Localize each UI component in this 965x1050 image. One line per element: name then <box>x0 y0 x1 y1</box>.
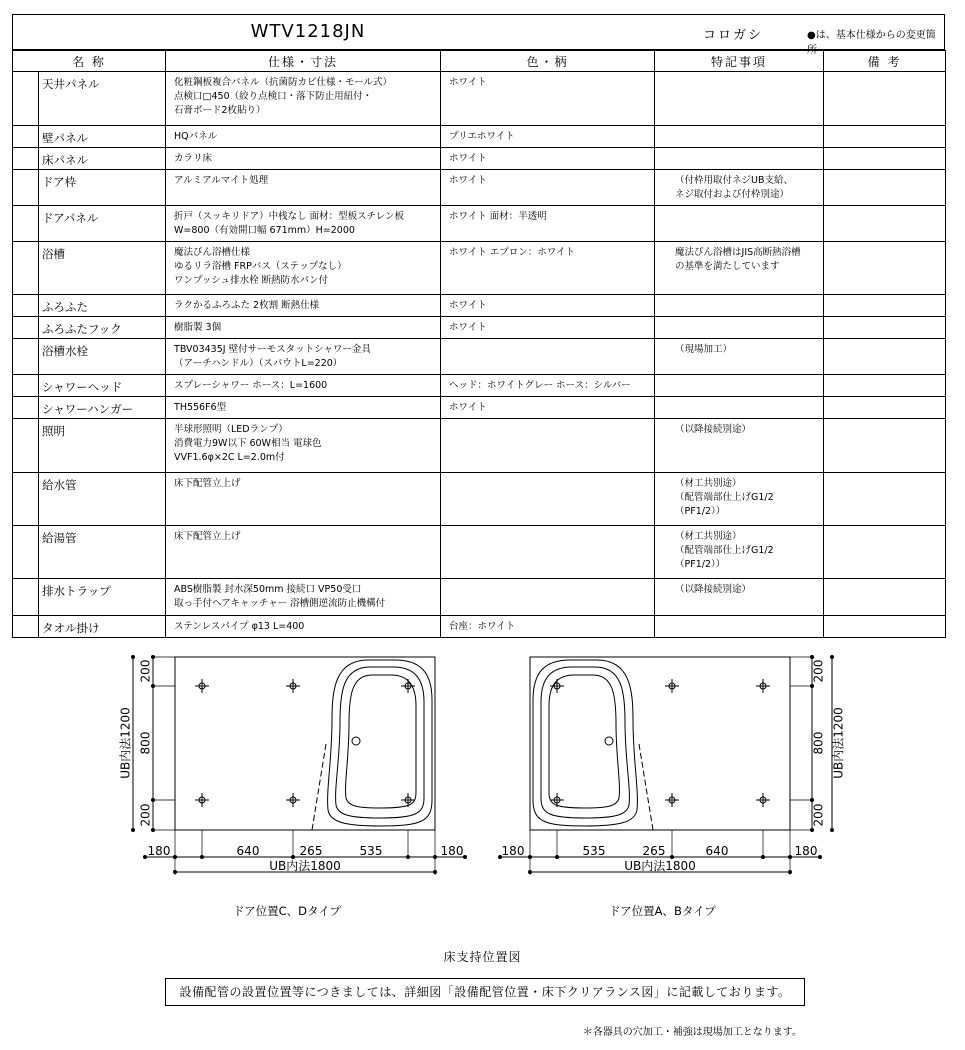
dimension-label: 800 <box>811 731 826 755</box>
note-line: （付枠用取付ネジUB支給、 <box>675 175 793 186</box>
color-line: プリエホワイト <box>449 131 515 142</box>
item-name: 照明 <box>39 419 166 473</box>
unit-outline <box>175 657 435 830</box>
spec-line: 取っ手付ヘアキャッチャー 浴槽側逆流防止機構付 <box>174 597 386 609</box>
item-name: 給水管 <box>39 473 166 526</box>
dimension-label: 640 <box>236 844 260 858</box>
dimension-label: 200 <box>811 659 826 683</box>
spec-line: 床下配管立上げ <box>174 478 241 489</box>
model-number: WTV1218JN <box>250 21 366 42</box>
dimension-dot <box>830 655 834 659</box>
item-name: ふろふた <box>39 295 166 317</box>
color-line: ホワイト 面材：半透明 <box>449 211 547 222</box>
dimension-label: 640 <box>705 844 729 858</box>
item-name: タオル掛け <box>39 616 166 638</box>
note-line: （材工共別途） <box>675 478 742 489</box>
dimension-dot <box>131 828 135 832</box>
dimension-dot <box>131 655 135 659</box>
note-line: （PF1/2）） <box>675 505 726 517</box>
spec-line: 床下配管立上げ <box>174 531 241 542</box>
dimension-dot <box>830 828 834 832</box>
spec-line: 点検口□450（絞り点検口・落下防止用紐付・ <box>174 90 373 102</box>
color-line: ホワイト <box>449 322 487 333</box>
bathtub-basin <box>549 675 619 808</box>
item-name: 浴槽水栓 <box>39 339 166 375</box>
item-name: 壁パネル <box>39 126 166 148</box>
spec-line: 魔法びん浴槽仕様 <box>174 247 251 258</box>
color-line: ホワイト <box>449 77 487 88</box>
change-note: ●は、基本仕様からの変更箇所 <box>807 30 936 56</box>
dimension-dot <box>818 855 822 859</box>
spec-line: VVF1.6φ×2C L=2.0m付 <box>174 451 285 463</box>
bathtub-basin <box>346 675 416 808</box>
item-name: ドアパネル <box>39 206 166 242</box>
dimension-dot <box>143 855 147 859</box>
spec-line: ゆるリラ浴槽 FRPバス（ステップなし） <box>174 260 347 272</box>
item-name: 天井パネル <box>39 72 166 126</box>
color-line: ホワイト <box>449 300 487 311</box>
figure-title: 床支持位置図 <box>443 950 522 964</box>
dimension-dot <box>463 855 467 859</box>
spec-line: HQパネル <box>174 131 218 142</box>
spec-line: TBV03435J 壁付サーモスタットシャワー金具 <box>174 344 371 355</box>
note-line: （PF1/2）） <box>675 558 726 570</box>
item-name: ふろふたフック <box>39 317 166 339</box>
item-name: 床パネル <box>39 148 166 170</box>
note-line: （配管端部仕上げG1/2 <box>675 491 774 503</box>
spec-line: TH556F6型 <box>174 402 227 413</box>
dimension-label: 800 <box>138 731 153 755</box>
item-name: シャワーヘッド <box>39 375 166 397</box>
caption-cd-type: ドア位置C、Dタイプ <box>233 904 341 918</box>
dimension-label: UB内法1200 <box>831 707 846 779</box>
footnote: ＊各器具の穴加工・補強は現場加工となります。 <box>582 1027 802 1038</box>
caption-ab-type: ドア位置A、Bタイプ <box>609 904 716 918</box>
color-line: ヘッド：ホワイトグレー ホース：シルバー <box>449 380 631 391</box>
dimension-label: UB内法1200 <box>118 707 133 779</box>
dimension-label: 265 <box>642 844 666 858</box>
column-header-note: 特記事項 <box>655 51 824 72</box>
spec-line: ラクかるふろふた 2枚割 断熱仕様 <box>174 300 320 311</box>
item-name: 浴槽 <box>39 242 166 295</box>
dimension-label: 265 <box>299 844 323 858</box>
apron-line <box>312 744 326 830</box>
dimension-label: 200 <box>138 803 153 827</box>
dimension-label: 200 <box>138 659 153 683</box>
spec-line: 化粧鋼板複合パネル（抗菌防カビ仕様・モール式） <box>174 77 392 88</box>
color-line: 台座：ホワイト <box>449 621 516 632</box>
spec-line: 石膏ボード2枚貼り） <box>174 104 266 116</box>
dimension-label: 200 <box>811 803 826 827</box>
column-header-color: 色・柄 <box>441 51 655 72</box>
column-header-remarks: 備 考 <box>824 51 946 72</box>
color-line: ホワイト <box>449 153 487 164</box>
note-line: （以降接続別途） <box>675 584 752 595</box>
spec-line: 消費電力9W以下 60W相当 電球色 <box>174 437 322 449</box>
piping-notice: 設備配管の設置位置等につきましては、詳細図「設備配管位置・床下クリアランス図」に記載しております。 <box>165 978 805 1006</box>
spec-line: （アーチハンドル）（スパウトL=220） <box>174 357 343 369</box>
dimension-label: 535 <box>359 844 383 858</box>
color-line: ホワイト <box>449 402 487 413</box>
spec-line: ABS樹脂製 封水深50mm 接続口 VP50受口 <box>174 584 362 595</box>
drain-icon <box>352 737 360 745</box>
column-header-name: 名 称 <box>13 51 166 72</box>
spec-line: ステンレスパイプ φ13 L=400 <box>174 621 305 632</box>
note-line: （材工共別途） <box>675 531 742 542</box>
spec-line: ワンプッシュ排水栓 断熱防水パン付 <box>174 274 329 286</box>
unit-outline <box>530 657 790 830</box>
series-name: コロガシ <box>703 28 764 43</box>
spec-line: 樹脂製 3個 <box>174 322 222 333</box>
item-name: ドア枠 <box>39 170 166 206</box>
apron-line <box>639 744 653 830</box>
spec-line: 半球形照明（LEDランプ） <box>174 424 288 435</box>
spec-line: 折戸（スッキリドア）中桟なし 面材：型板スチレン板 <box>174 211 405 222</box>
spec-line: アルミアルマイト処理 <box>174 175 269 186</box>
dimension-label: UB内法1800 <box>624 859 696 873</box>
spec-line: W=800（有効開口幅 671mm）H=2000 <box>174 224 355 236</box>
floor-plan-ab-type <box>498 655 846 875</box>
drain-icon <box>605 737 613 745</box>
floor-plan-cd-type <box>118 655 468 875</box>
note-line: （配管端部仕上げG1/2 <box>675 544 774 556</box>
spec-line: カラリ床 <box>174 153 213 164</box>
dimension-label: 180 <box>440 844 464 858</box>
dimension-label: 535 <box>582 844 606 858</box>
dimension-label: 180 <box>794 844 818 858</box>
dimension-label: UB内法1800 <box>269 859 341 873</box>
item-name: 排水トラップ <box>39 579 166 616</box>
note-line: 魔法びん浴槽はJIS高断熱浴槽 <box>675 247 801 258</box>
note-line: ネジ取付および付枠別途） <box>675 188 790 200</box>
spec-line: スプレーシャワー ホース：L=1600 <box>174 380 328 391</box>
dimension-label: 180 <box>501 844 525 858</box>
note-line: （以降接続別途） <box>675 424 752 435</box>
item-name: 給湯管 <box>39 526 166 579</box>
column-header-spec: 仕様・寸法 <box>166 51 441 72</box>
note-line: の基準を満たしています <box>675 260 780 272</box>
note-line: （現場加工） <box>675 344 733 355</box>
color-line: ホワイト エプロン：ホワイト <box>449 247 575 258</box>
color-line: ホワイト <box>449 175 487 186</box>
dimension-label: 180 <box>147 844 171 858</box>
item-name: シャワーハンガー <box>39 397 166 419</box>
